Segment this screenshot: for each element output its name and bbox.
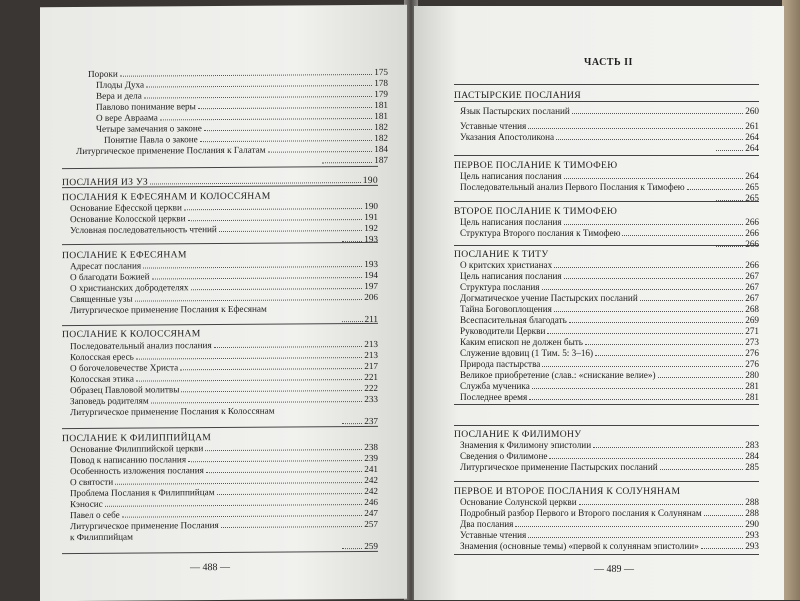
toc-page-number: 181 [374,99,388,110]
toc-entry-title: Заповедь родителям [70,395,149,407]
toc-page-number: 280 [745,370,759,380]
section-rule [62,323,378,326]
section-rule [62,242,378,245]
toc-page-number: 266 [745,217,759,227]
toc-entry-title: Колосская этика [70,373,134,385]
toc-page-number: 293 [745,530,759,540]
toc-entry [460,217,759,228]
toc-entry [460,541,759,552]
toc-entry [460,326,759,337]
dot-leader [151,401,363,403]
section-rule [454,404,759,405]
toc-entry-title: О критских христианах [460,260,553,270]
toc-entry [320,155,388,166]
right-page [414,6,784,600]
dot-leader [105,504,362,507]
toc-entry-title: ПОСЛАНИЕ К ЕФЕСЯНАМ [62,249,187,262]
toc-entry-title: О вере Авраама [96,112,158,123]
toc-entry [460,282,759,293]
dot-leader [150,182,361,184]
toc-page-number: 213 [364,338,378,350]
toc-page-number: 184 [374,143,388,154]
toc-entry [460,171,759,182]
toc-page-number: 178 [374,77,388,88]
toc-entry-title: Литургическое применение Послания [70,520,219,532]
toc-entry-title: Каким епископ не должен быть [460,337,583,347]
toc-page-number: 241 [364,463,378,475]
toc-entry [460,392,759,403]
toc-entry-title: Указания Апостоликона [460,132,555,142]
toc-entry [460,440,759,451]
toc-page-number: 237 [364,415,378,427]
toc-section-heading [454,90,759,101]
dot-leader [579,504,744,505]
section-rule [454,481,759,482]
toc-page-number: 267 [745,293,759,303]
dot-leader [188,219,363,221]
toc-entry-title: к Филиппийцам [70,531,133,543]
dot-leader [528,128,743,129]
toc-page-number: 193 [364,258,378,270]
dot-leader [595,355,743,356]
toc-entry-title: Вера и дела [96,90,142,101]
left-page [40,5,407,601]
toc-entry [460,132,759,143]
dot-leader [564,224,744,225]
dot-leader [593,447,743,448]
toc-entry-title: Руководители Церкви [460,326,546,336]
toc-page-number: 288 [745,508,759,518]
toc-page-number: 267 [745,282,759,292]
book-cover-edge [782,0,800,600]
dot-leader [572,113,743,114]
part-title: ЧАСТЬ II [584,57,633,68]
dot-leader [136,357,362,360]
toc-entry [460,182,759,193]
dot-leader [716,246,743,247]
toc-entry [340,234,378,245]
toc-entry-title: ПОСЛАНИЯ К ЕФЕСЯНАМ И КОЛОССЯНАМ [62,190,271,204]
dot-leader [529,399,743,400]
dot-leader [180,368,362,370]
toc-entry-title: Структура Второго послания к Тимофею [460,228,621,238]
toc-entry-title: О богочеловечестве Христа [70,362,179,374]
toc-page-number: 265 [745,193,759,203]
toc-entry-title: Основание Ефесской церкви [70,202,182,214]
toc-page-number: 192 [364,222,378,234]
dot-leader [152,277,363,279]
toc-page-number: 261 [745,121,759,131]
toc-entry-title: ПОСЛАНИЕ К КОЛОССЯНАМ [62,328,201,341]
toc-page-number: 271 [745,326,759,336]
toc-entry-title: Основание Филиппийской церкви [70,443,204,455]
toc-page-number: 193 [364,233,378,245]
toc-entry-title: ПЕРВОЕ И ВТОРОЕ ПОСЛАНИЯ К СОЛУНЯНАМ [454,486,681,497]
dot-leader [528,537,743,538]
dot-leader [556,139,743,140]
toc-entry [460,497,759,508]
toc-page-number: 281 [745,392,759,402]
toc-entry-title: Подробный разбор Первого и Второго послания к Солунянам [460,508,702,518]
dot-leader [549,458,743,459]
toc-page-number: 190 [364,200,378,212]
toc-page-number: 284 [745,451,759,461]
toc-entry-title: Последовательный анализ послания [70,340,212,352]
toc-entry-title: Священные узы [70,293,133,305]
dot-leader [322,162,372,163]
dot-leader [542,289,744,290]
toc-entry [460,293,759,304]
toc-page-number: 213 [364,349,378,361]
toc-entry-title: О святости [70,476,114,488]
folio-left: — 488 — [190,561,230,574]
toc-entry-title: Тайна Боговоплощения [460,304,552,314]
toc-entry-title: Служение вдовиц (1 Тим. 5: 3–16) [460,348,594,358]
toc-entry [460,370,759,381]
dot-leader [564,278,744,279]
toc-page-number: 266 [745,239,759,249]
section-rule [62,551,378,554]
toc-page-number: 288 [745,497,759,507]
toc-entry-title: Условная последовательность чтений [70,224,217,236]
dot-leader [660,469,744,470]
toc-entry-title: Павлово понимание веры [96,101,196,112]
toc-entry [70,530,378,543]
toc-entry-title: Цель написания послания [460,271,562,281]
toc-entry [460,508,759,519]
toc-entry-title: Литургическое применение Пастырских посланий [460,462,658,472]
toc-entry [460,304,759,315]
toc-page-number: 247 [364,507,378,519]
toc-entry-title: Литургическое применение Послания к Колоссянам [70,405,275,418]
toc-page-number: 181 [374,110,388,121]
section-rule [454,554,759,555]
toc-page-number: 182 [374,121,388,132]
toc-entry-title: Плоды Духа [96,79,145,90]
dot-leader [204,129,372,131]
toc-page-number: 293 [745,541,759,551]
dot-leader [704,515,744,516]
dot-leader [146,85,372,88]
dot-leader [136,379,362,382]
toc-entry-title: Великое приобретение (слав.: «снискание велие») [460,370,656,380]
toc-entry [714,143,759,154]
toc-page-number: 267 [745,271,759,281]
toc-entry-title: О благодати Божией [70,271,150,283]
toc-entry-title: Уставные чтения [460,530,527,540]
dot-leader [542,366,743,367]
dot-leader [214,346,363,348]
toc-entry-title: Адресат послания [70,260,142,272]
toc-entry-title: Природа пастырства [460,359,541,369]
toc-entry-title: Основание Солунской церкви [460,497,577,507]
toc-entry [70,405,378,418]
section-rule [62,166,378,169]
toc-entry-title: Знамения (основные темы) «первой к солунянам эпистолии» [460,541,699,551]
toc-entry [460,260,759,271]
toc-entry-title: Сведения о Филимоне [460,451,548,461]
toc-entry-title: Структура послания [460,282,540,292]
toc-entry [460,530,759,541]
dot-leader [269,311,376,312]
section-rule [454,425,759,426]
toc-entry [460,271,759,282]
folio-right: — 489 — [594,564,634,575]
dot-leader [585,344,743,345]
dot-leader [622,235,743,236]
toc-page-number: 179 [374,88,388,99]
toc-page-number: 238 [364,441,378,453]
toc-entry-title: Цель написания послания [460,171,562,181]
dot-leader [198,107,372,109]
dot-leader [120,74,372,77]
toc-entry [460,462,759,473]
dot-leader [188,460,362,462]
dot-leader [554,267,743,268]
dot-leader [191,288,363,290]
dot-leader [135,538,376,540]
toc-section-heading [454,429,759,440]
section-rule [454,155,759,156]
toc-entry-title: ПАСТЫРСКИЕ ПОСЛАНИЯ [454,90,581,101]
toc-page-number: 257 [364,518,378,530]
toc-entry-title: Основание Колосской церкви [70,213,186,225]
toc-page-number: 264 [745,171,759,181]
toc-entry-title: Цель написания послания [460,217,562,227]
toc-entry-title: Догматическое учение Пастырских посланий [460,293,638,303]
dot-leader [658,377,744,378]
toc-entry-title: Литургическое применение Послания к Ефесянам [70,303,267,316]
dot-leader [564,178,744,179]
toc-entry-title: Уставные чтения [460,121,527,131]
toc-entry-title: ПОСЛАНИЕ К ФИЛИМОНУ [454,429,582,440]
toc-entry-title: ПОСЛАНИЕ К ТИТУ [454,249,549,260]
dot-leader [532,388,743,389]
toc-page-number: 285 [745,462,759,472]
dot-leader [342,321,363,322]
dot-leader [342,548,362,549]
toc-page-number: 175 [374,66,388,77]
dot-leader [217,493,363,495]
dot-leader [219,230,362,232]
toc-entry-title: Колосская ересь [70,351,134,363]
toc-entry [460,228,759,239]
toc-entry [714,193,759,204]
toc-page-number: 221 [364,371,378,383]
toc-entry-title: Литургическое применение Послания к Галатам [76,144,266,157]
toc-entry-title: ПОСЛАНИЕ К ФИЛИППИЙЦАМ [62,432,212,445]
toc-page-number: 187 [374,154,388,165]
toc-page-number: 197 [364,280,378,292]
toc-entry [460,315,759,326]
dot-leader [268,151,373,153]
toc-page-number: 206 [364,291,378,303]
toc-section-heading [454,249,759,260]
toc-entry [460,381,759,392]
toc-entry [460,106,759,117]
dot-leader [277,413,376,414]
toc-page-number: 264 [745,132,759,142]
toc-entry-title: Повод к написанию послания [70,454,187,466]
toc-page-number: 217 [364,360,378,372]
toc-page-number: 266 [745,228,759,238]
toc-entry-title: Четыре замечания о законе [96,123,202,134]
toc-page-number: 242 [364,474,378,486]
dot-leader [547,333,743,334]
section-rule [454,245,759,246]
dot-leader [221,526,362,528]
toc-page-number: 269 [745,315,759,325]
toc-entry-title: Последовательный анализ Первого Послания к Тимофею [460,182,685,192]
toc-entry [460,359,759,370]
dot-leader [515,526,743,527]
dot-leader [184,208,362,210]
dot-leader [569,322,743,323]
toc-page-number: 264 [745,143,759,153]
toc-page-number: 260 [745,106,759,116]
toc-page-number: 194 [364,269,378,281]
section-rule [454,84,759,85]
toc-section-heading [454,486,759,497]
toc-page-number: 290 [745,519,759,529]
toc-page-number: 190 [362,174,378,187]
dot-leader [554,311,743,312]
toc-page-number: 276 [745,359,759,369]
toc-entry-title: Образец Павловой молитвы [70,384,180,396]
toc-entry-title: Всеспасительная благодать [460,315,567,325]
section-rule [454,101,759,102]
toc-entry-title: Понятие Павла о законе [104,134,198,145]
dot-leader [206,471,362,473]
toc-entry-title: ПОСЛАНИЯ ИЗ УЗ [62,176,149,189]
toc-entry [460,519,759,530]
toc-entry-title: Два послания [460,519,514,529]
toc-entry-title: Особенность изложения послания [70,465,204,477]
dot-leader [701,548,743,549]
dot-leader [144,96,372,99]
dot-leader [115,482,362,485]
dot-leader [200,140,372,142]
toc-page-number: 182 [374,132,388,143]
toc-page-number: 211 [364,313,378,325]
toc-page-number: 276 [745,348,759,358]
toc-page-number: 265 [745,182,759,192]
toc-entry [70,303,378,316]
dot-leader [143,266,362,269]
toc-entry-title: Кэносис [70,498,103,510]
toc-section-heading [454,206,759,217]
toc-entry-title: Павел о себе [70,509,120,521]
toc-entry-title: Знамения к Филимону эпистолии [460,440,592,450]
toc-entry-title: Язык Пастырских посланий [460,106,570,116]
toc-page-number: 273 [745,337,759,347]
dot-leader [716,150,743,151]
toc-section-heading [454,160,759,171]
dot-leader [640,300,743,301]
toc-entry-title: ПЕРВОЕ ПОСЛАНИЕ К ТИМОФЕЮ [454,160,618,171]
toc-page-number: 266 [745,260,759,270]
dot-leader [181,390,362,392]
section-rule [454,201,759,202]
toc-entry [460,121,759,132]
dot-leader [342,423,362,424]
dot-leader [205,449,362,451]
toc-page-number: 246 [364,496,378,508]
toc-page-number: 239 [364,452,378,464]
dot-leader [687,189,744,190]
dot-leader [135,299,363,302]
toc-entry-title: Проблема Послания к Филиппийцам [70,487,215,499]
toc-entry [460,337,759,348]
section-rule [62,426,378,429]
toc-entry-title: Пороки [88,68,118,79]
toc-page-number: 259 [364,540,378,552]
toc-page-number: 281 [745,381,759,391]
toc-page-number: 191 [364,211,378,223]
toc-page-number: 242 [364,485,378,497]
toc-page-number: 268 [745,304,759,314]
toc-entry [460,348,759,359]
toc-page-number: 222 [364,382,378,394]
toc-entry-title: Последнее время [460,392,528,402]
toc-page-number: 233 [364,393,378,405]
toc-section-heading [62,327,378,340]
toc-entry-title: Служба мученика [460,381,530,391]
toc-entry [460,451,759,462]
dot-leader [160,118,372,120]
toc-entry-title: О христианских добродетелях [70,282,189,294]
toc-page-number: 283 [745,440,759,450]
dot-leader [122,515,362,518]
toc-entry [70,223,378,236]
toc-entry-title: ВТОРОЕ ПОСЛАНИЕ К ТИМОФЕЮ [454,206,618,217]
